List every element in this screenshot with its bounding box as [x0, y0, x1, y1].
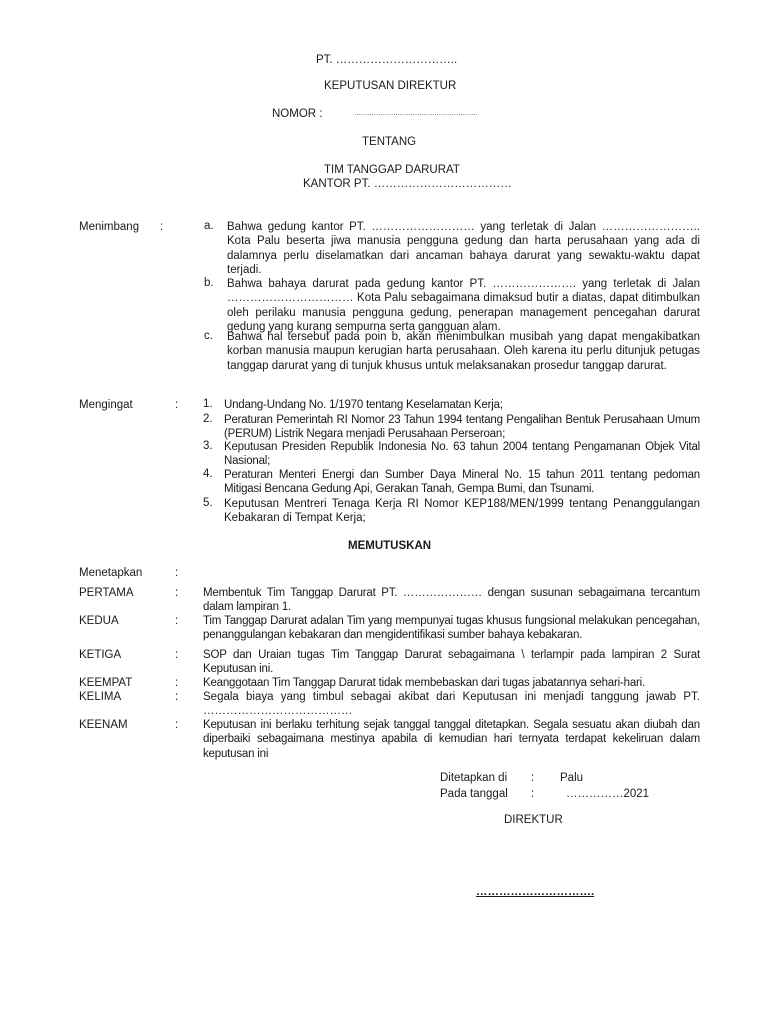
decision-text-keenam: Keputusan ini berlaku terhitung sejak tanggal tanggal ditetapkan. Segala sesuatu akan diubah dan diperbaiki sebagaimana mestinya apabila di kemudian hari ternyata terdapat kekeliruan dalam keputusan ini	[203, 719, 700, 760]
menimbang-marker-b: b.	[204, 277, 214, 289]
decision-colon: :	[175, 615, 179, 627]
signatory-name: ………………………….	[476, 886, 595, 898]
tanggal-value: ……………2021	[566, 788, 650, 800]
mengingat-item-1: Undang-Undang No. 1/1970 tentang Keselamatan Kerja;	[224, 399, 503, 411]
menimbang-item-c: Bahwa hal tersebut pada poin b, akan menimbulkan musibah yang dapat mengakibatkan korban manusia maupun kerugian harta perusahaan. Oleh karena itu perlu ditunjuk petugas tanggap darurat yang di tunjuk khusus untuk melaksanakan prosedur tanggap darurat.	[227, 331, 700, 372]
tanggal-colon: :	[531, 788, 535, 800]
tentang-label: TENTANG	[362, 136, 417, 148]
memutuskan-heading: MEMUTUSKAN	[348, 540, 432, 552]
decision-label-keenam: KEENAM	[79, 719, 128, 731]
decision-colon: :	[175, 649, 179, 661]
mengingat-label: Mengingat	[79, 399, 133, 411]
menimbang-marker-c: c.	[204, 330, 213, 342]
mengingat-marker-3: 3.	[203, 440, 213, 452]
ditetapkan-label: Ditetapkan di	[440, 772, 508, 784]
mengingat-item-5: Keputusan Mentreri Tenaga Kerja RI Nomor KEP188/MEN/1999 tentang Penanggulangan Kebakaran di Tempat Kerja;	[224, 498, 700, 525]
decision-text-pertama: Membentuk Tim Tanggap Darurat PT. ………………… dengan susunan sebagaimana tercantum dalam lampiran 1.	[203, 587, 700, 614]
decision-colon: :	[175, 691, 179, 703]
menetapkan-label: Menetapkan	[79, 567, 143, 579]
mengingat-item-3: Keputusan Presiden Republik Indonesia No. 63 tahun 2004 tentang Pengamanan Objek Vital Nasional;	[224, 441, 700, 468]
nomor-label: NOMOR :	[272, 108, 323, 120]
decision-colon: :	[175, 719, 179, 731]
decision-text-kelima: Segala biaya yang timbul sebagai akibat dari Keputusan ini menjadi tanggung jawab PT. …………………………………	[203, 691, 700, 718]
decision-text-keempat: Keanggotaan Tim Tanggap Darurat tidak membebaskan dari tugas jabatannya sehari-hari.	[203, 677, 645, 689]
company-name: PT. …………………………..	[316, 54, 458, 66]
signatory-role: DIREKTUR	[504, 814, 563, 826]
mengingat-item-4: Peraturan Menteri Energi dan Sumber Daya Mineral No. 15 tahun 2011 tentang pedoman Mitigasi Bencana Gedung Api, Gerakan Tanah, Gempa Bumi, dan Tsunami.	[224, 469, 700, 496]
decision-colon: :	[175, 587, 179, 599]
menimbang-label: Menimbang	[79, 221, 140, 233]
nomor-value: …………………………………………………	[354, 110, 478, 117]
ditetapkan-value: Palu	[560, 772, 584, 784]
ditetapkan-colon: :	[531, 772, 535, 784]
menimbang-item-b: Bahwa bahaya darurat pada gedung kantor PT. …………………. yang terletak di Jalan …………………………… Kota Palu sebagaimana dimaksud butir a diatas, dapat ditimbulkan oleh perilaku manusia pengguna gedung, penerapan management pencegahan darurat gedung yang kurang sempurna serta gangguan alam.	[227, 278, 700, 334]
mengingat-marker-1: 1.	[203, 398, 213, 410]
decision-label-ketiga: KETIGA	[79, 649, 122, 661]
decision-text-kedua: Tim Tanggap Darurat adalan Tim yang mempunyai tugas khusus fungsional melakukan pencegahan, penanggulangan kebakaran dan mengidentifikasi sumber bahaya kebakaran.	[203, 615, 700, 642]
decision-text-ketiga: SOP dan Uraian tugas Tim Tanggap Darurat sebagaimana \ terlampir pada lampiran 2 Surat Keputusan ini.	[203, 649, 700, 676]
mengingat-colon: :	[175, 399, 179, 411]
menimbang-marker-a: a.	[204, 220, 214, 232]
tanggal-label: Pada tanggal	[440, 788, 508, 800]
mengingat-marker-5: 5.	[203, 497, 213, 509]
decision-label-kedua: KEDUA	[79, 615, 119, 627]
subject-line-2: KANTOR PT. ………………………………	[303, 178, 512, 190]
mengingat-marker-2: 2.	[203, 413, 213, 425]
subject-line-1: TIM TANGGAP DARURAT	[324, 164, 460, 176]
mengingat-item-2: Peraturan Pemerintah RI Nomor 23 Tahun 1994 tentang Pengalihan Bentuk Perusahaan Umum (PERUM) Listrik Negara menjadi Perusahaan Perseroan;	[224, 414, 700, 441]
menimbang-colon: :	[160, 221, 164, 233]
decision-label-pertama: PERTAMA	[79, 587, 134, 599]
document-title: KEPUTUSAN DIREKTUR	[324, 80, 457, 92]
menetapkan-colon: :	[175, 567, 179, 579]
menimbang-item-a: Bahwa gedung kantor PT. ……………………… yang terletak di Jalan …………………….. Kota Palu beserta jiwa manusia pengguna gedung dan harta perusahaan yang ada di dalamnya perlu diselamatkan dari ancaman bahaya darurat yang sewaktu-waktu dapat terjadi.	[227, 221, 700, 277]
decision-label-kelima: KELIMA	[79, 691, 122, 703]
decision-label-keempat: KEEMPAT	[79, 677, 133, 689]
decision-colon: :	[175, 677, 179, 689]
mengingat-marker-4: 4.	[203, 468, 213, 480]
